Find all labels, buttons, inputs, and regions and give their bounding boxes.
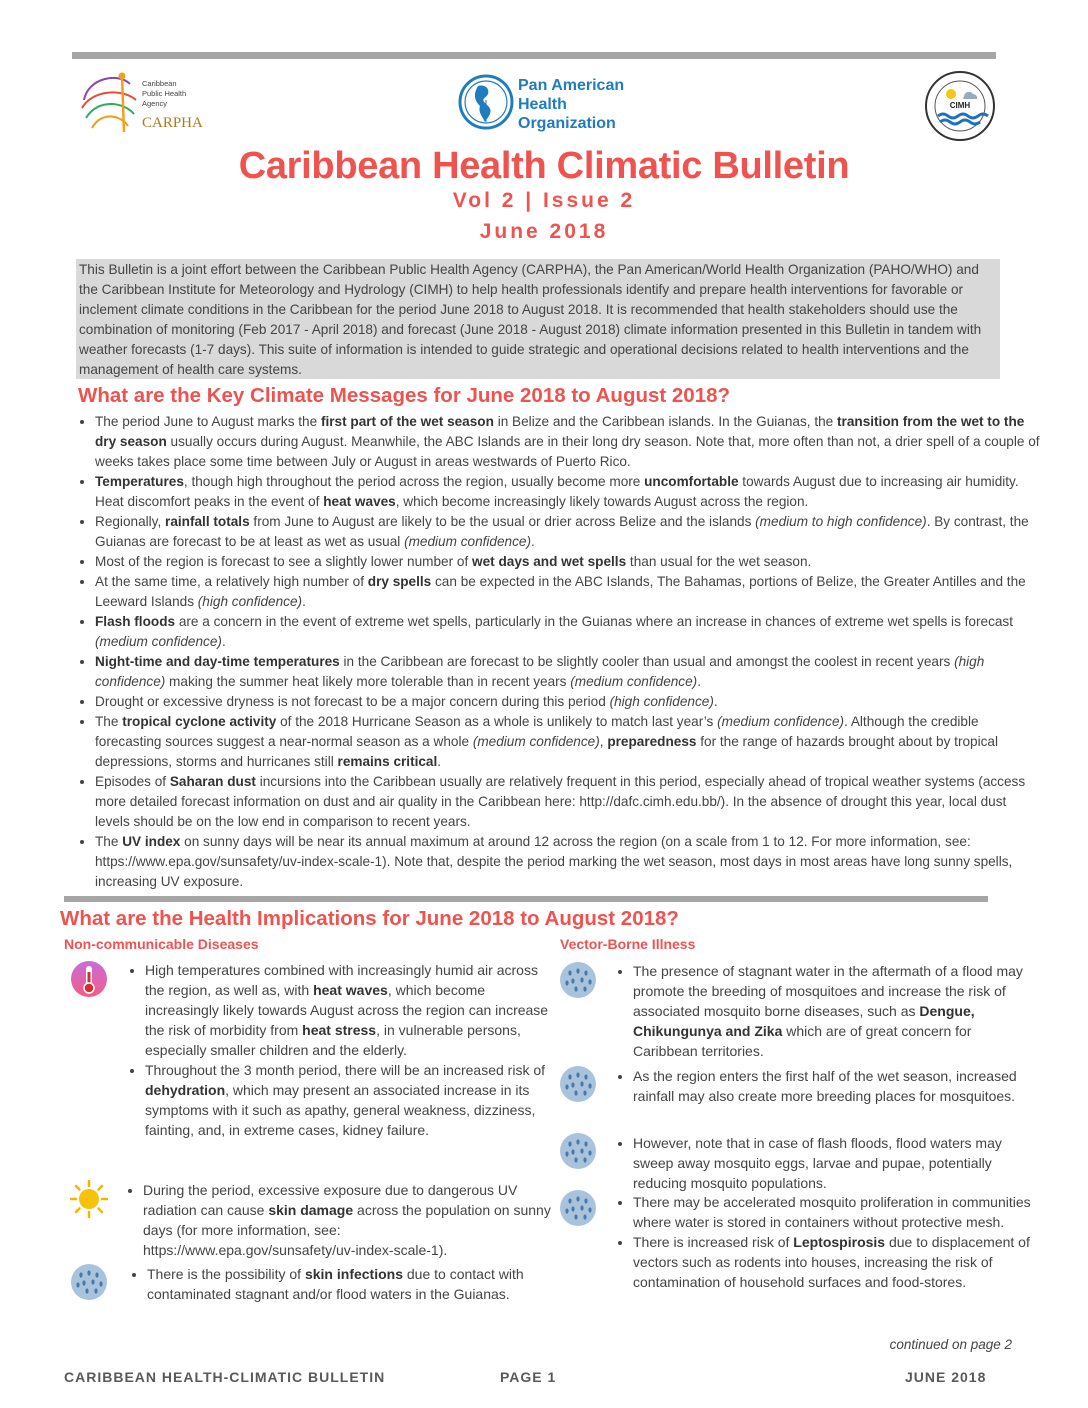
vbi-storage-list bbox=[613, 1192, 1038, 1292]
bold-text: uncomfortable bbox=[644, 474, 739, 489]
bold-text: dehydration bbox=[145, 1082, 226, 1098]
bold-text: rainfall totals bbox=[165, 514, 250, 529]
bold-text: dry spells bbox=[367, 574, 432, 589]
footer-date: JUNE 2018 bbox=[905, 1369, 987, 1385]
list-item bbox=[633, 1133, 1038, 1193]
text-run: incursions into the Caribbean usually are relatively frequent in this period, especially ahead of tropical weather systems (access more detailed forecast information on dust and air quality in the Caribbean here: http://dafc.cimh.edu.bb/). In the absence of drought this year, local dust levels should be on the low end in comparison to recent years. bbox=[95, 774, 1026, 829]
top-divider bbox=[72, 52, 996, 59]
list-item bbox=[95, 612, 1040, 652]
footer-page-number: PAGE 1 bbox=[500, 1369, 557, 1385]
bold-text: remains critical bbox=[337, 754, 438, 769]
bold-text: transition from the wet to the dry season bbox=[95, 414, 1025, 449]
list-item bbox=[145, 960, 555, 1060]
text-run: Most of the region is forecast to see a slightly lower number of bbox=[95, 554, 473, 569]
italic-text: (medium confidence) bbox=[95, 634, 222, 649]
text-run: The bbox=[95, 714, 123, 729]
text-run: than usual for the wet season. bbox=[626, 554, 812, 569]
italic-text: (high confidence) bbox=[197, 594, 303, 609]
text-run: . Although the credible forecasting sources suggest a near-normal season as a whole bbox=[95, 714, 979, 749]
cimh-logo bbox=[924, 70, 996, 142]
vbi-rainfall-list bbox=[613, 1066, 1038, 1106]
text-run: , which may present an associated increase in its symptoms with it such as apathy, general weakness, dizziness, fainting, and, in extreme cases, kidney failure. bbox=[145, 1082, 536, 1138]
bulletin-title: Caribbean Health Climatic Bulletin bbox=[238, 145, 850, 187]
paho-name: Pan American Health Organization bbox=[518, 77, 625, 132]
bold-text: Flash floods bbox=[95, 614, 176, 629]
text-run: As the region enters the first half of the wet season, increased rainfall may also create more breeding places for mosquitoes. bbox=[633, 1068, 1017, 1104]
bold-text: UV index bbox=[122, 834, 181, 849]
list-item bbox=[147, 1264, 547, 1304]
list-item bbox=[95, 572, 1040, 612]
rain-cloud-icon bbox=[559, 961, 597, 999]
ncd-heat-list bbox=[125, 960, 555, 1140]
key-messages-list bbox=[76, 412, 1040, 892]
text-run: on sunny days will be near its annual maximum at around 12 across the region (on a scale from 1 to 12. For more information, see: https://www.epa.gov/sunsafety/uv-index-scale-1). Note that, despite the period marking the wet season, most days in most areas have long sunny spells, increasing UV exposure. bbox=[95, 834, 1013, 889]
health-implications-heading: What are the Health Implications for June 2018 to August 2018? bbox=[60, 907, 679, 930]
list-item bbox=[143, 1180, 553, 1260]
text-run: The presence of stagnant water in the aftermath of a flood may promote the breeding of mosquitoes and increase the risk of associated mosquito borne diseases, such as bbox=[633, 963, 1023, 1019]
rain-cloud-icon bbox=[559, 1189, 597, 1227]
list-item bbox=[633, 1066, 1038, 1106]
list-item bbox=[95, 692, 1040, 712]
text-run: High temperatures combined with increasingly humid air across the region, as well as, with bbox=[145, 962, 538, 998]
bold-text: Dengue, Chikungunya and Zika bbox=[633, 1003, 975, 1039]
carpha-emblem-icon bbox=[78, 70, 140, 136]
text-run: The bbox=[95, 834, 123, 849]
text-run: Throughout the 3 month period, there will be an increased risk of bbox=[145, 1062, 546, 1078]
text-run: in the Caribbean are forecast to be slightly cooler than usual and amongst the coolest in recent years bbox=[339, 654, 955, 669]
ncd-uv-list bbox=[123, 1180, 553, 1260]
text-run: . bbox=[531, 534, 535, 549]
list-item bbox=[633, 1192, 1038, 1232]
text-run: are a concern in the event of extreme wet spells, particularly in the Guianas where an increase in chances of extreme wet spells is forecast bbox=[175, 614, 1014, 629]
bold-text: Night-time and day-time temperatures bbox=[95, 654, 340, 669]
bold-text: wet days and wet spells bbox=[472, 554, 627, 569]
italic-text: (medium confidence) bbox=[404, 534, 531, 549]
footer-bulletin-name: CARIBBEAN HEALTH-CLIMATIC BULLETIN bbox=[64, 1369, 386, 1385]
text-run: Drought or excessive dryness is not forecast to be a major concern during this period bbox=[95, 694, 610, 709]
text-run: At the same time, a relatively high number of bbox=[95, 574, 368, 589]
continued-note: continued on page 2 bbox=[889, 1337, 1012, 1352]
text-run: usually occurs during August. Meanwhile, the ABC Islands are in their long dry season. Note that, more often than not, a drier spell of a couple of weeks takes place some time between July or August in areas westwards of Puerto Rico. bbox=[95, 434, 1040, 469]
bold-text: Leptospirosis bbox=[793, 1234, 886, 1250]
text-run: , though high throughout the period across the region, usually become more bbox=[183, 474, 645, 489]
globe-icon bbox=[458, 74, 514, 130]
text-run: making the summer heat likely more tolerable than in recent years bbox=[165, 674, 571, 689]
text-run: , which become increasingly likely towards August across the region. bbox=[395, 494, 809, 509]
text-run: During the period, excessive exposure due to dangerous UV radiation can cause bbox=[143, 1182, 518, 1218]
text-run: . By contrast, the Guianas are forecast to be at least as wet as usual bbox=[95, 514, 1029, 549]
text-run: . bbox=[697, 674, 701, 689]
list-item bbox=[95, 472, 1040, 512]
list-item bbox=[95, 652, 1040, 692]
carpha-agency-name: Caribbean Public Health Agency bbox=[142, 79, 187, 108]
text-run: . bbox=[302, 594, 306, 609]
italic-text: (medium confidence) bbox=[717, 714, 845, 729]
bold-text: skin damage bbox=[268, 1202, 354, 1218]
text-run: Episodes of bbox=[95, 774, 170, 789]
ncd-skin-list bbox=[127, 1264, 547, 1304]
italic-text: (medium to high confidence) bbox=[755, 514, 927, 529]
text-run: due to displacement of vectors such as rodents into houses, increasing the risk of contamination of household surfaces and food-stores. bbox=[633, 1234, 1030, 1290]
text-run: . bbox=[713, 694, 718, 709]
text-run: due to contact with contaminated stagnant and/or flood waters in the Guianas. bbox=[147, 1266, 524, 1302]
vbi-flash-flood-list bbox=[613, 1133, 1038, 1193]
text-run: , bbox=[599, 734, 608, 749]
list-item bbox=[95, 712, 1040, 772]
text-run: There is the possibility of bbox=[147, 1266, 305, 1282]
vbi-subheading: Vector-Borne Illness bbox=[560, 936, 696, 952]
text-run: There may be accelerated mosquito proliferation in communities where water is stored in containers without protective mesh. bbox=[633, 1194, 1031, 1230]
sun-icon bbox=[70, 1180, 108, 1218]
text-run: from June to August are likely to be the usual or drier across Belize and the islands bbox=[249, 514, 756, 529]
italic-text: (medium confidence) bbox=[472, 734, 600, 749]
volume-issue: Vol 2 | Issue 2 bbox=[452, 189, 636, 212]
section-divider bbox=[64, 896, 988, 902]
issue-date: June 2018 bbox=[479, 220, 609, 243]
text-run: , in vulnerable persons, especially smaller children and the elderly. bbox=[145, 1022, 521, 1058]
bold-text: heat stress bbox=[302, 1022, 377, 1038]
intro-paragraph: This Bulletin is a joint effort between the Caribbean Public Health Agency (CARPHA), the Pan American/World Health Organization (PAHO/WHO) and the Caribbean Institute for Meteorology and Hydrology (CIMH) to help health professionals identify and prepare health interventions for favorable or inclement climate conditions in the Caribbean for the period June 2018 to August 2018. It is recommended that health stakeholders should use the combination of monitoring (Feb 2017 - April 2018) and forecast (June 2018 - August 2018) climate information presented in this Bulletin in tandem with weather forecasts (1-7 days). This suite of information is intended to guide strategic and operational decisions related to health interventions and the management of health care systems. bbox=[76, 259, 1000, 379]
text-run: There is increased risk of bbox=[633, 1234, 794, 1250]
italic-text: (high confidence) bbox=[95, 654, 985, 689]
text-run: of the 2018 Hurricane Season as a whole is unlikely to match last year’s bbox=[276, 714, 718, 729]
rain-cloud-icon bbox=[559, 1065, 597, 1103]
list-item bbox=[633, 961, 1038, 1061]
list-item bbox=[95, 552, 1040, 572]
text-run: . bbox=[221, 634, 226, 649]
text-run: across the population on sunny days (for more information, see: https://www.epa.gov/sunsafety/uv-index-scale-1). bbox=[143, 1202, 551, 1258]
bold-text: heat waves bbox=[323, 494, 396, 509]
text-run: towards August due to increasing air humidity. Heat discomfort peaks in the event of bbox=[95, 474, 1019, 509]
list-item bbox=[95, 412, 1040, 472]
key-messages-heading: What are the Key Climate Messages for June 2018 to August 2018? bbox=[78, 384, 731, 407]
list-item bbox=[145, 1060, 555, 1140]
bold-text: Temperatures bbox=[95, 474, 184, 489]
carpha-logo bbox=[78, 70, 218, 136]
ncd-subheading: Non-communicable Diseases bbox=[64, 936, 259, 952]
text-run: The period June to August marks the bbox=[95, 414, 321, 429]
text-run: can be expected in the ABC Islands, The Bahamas, portions of Belize, the Greater Antilles and the Leeward Islands bbox=[95, 574, 1026, 609]
text-run: , which become increasingly likely towards August across the region can increase the risk of morbidity from bbox=[145, 982, 549, 1038]
list-item bbox=[633, 1232, 1038, 1292]
rain-cloud-icon bbox=[70, 1263, 108, 1301]
bold-text: preparedness bbox=[607, 734, 697, 749]
carpha-acronym: CARPHA bbox=[142, 115, 203, 131]
rain-cloud-icon bbox=[559, 1132, 597, 1170]
list-item bbox=[95, 512, 1040, 552]
italic-text: (medium confidence) bbox=[570, 674, 698, 689]
text-run: However, note that in case of flash floods, flood waters may sweep away mosquito eggs, larvae and pupae, potentially reducing mosquito populations. bbox=[633, 1135, 1002, 1191]
italic-text: (high confidence) bbox=[609, 694, 714, 709]
text-run: in Belize and the Caribbean islands. In the Guianas, the bbox=[493, 414, 838, 429]
list-item bbox=[95, 832, 1040, 892]
cimh-seal-icon bbox=[924, 70, 996, 142]
bold-text: first part of the wet season bbox=[320, 414, 494, 429]
list-item bbox=[95, 772, 1040, 832]
paho-logo bbox=[458, 74, 638, 134]
thermometer-icon bbox=[70, 960, 108, 998]
bold-text: Saharan dust bbox=[169, 774, 256, 789]
bold-text: heat waves bbox=[313, 982, 388, 998]
bold-text: tropical cyclone activity bbox=[122, 714, 277, 729]
text-run: which are of great concern for Caribbean territories. bbox=[633, 1023, 972, 1059]
bold-text: skin infections bbox=[304, 1266, 403, 1282]
vbi-stagnant-list bbox=[613, 961, 1038, 1061]
cimh-acronym: CIMH bbox=[949, 101, 971, 110]
text-run: . bbox=[437, 754, 442, 769]
text-run: Regionally, bbox=[95, 514, 166, 529]
text-run: for the range of hazards brought about by tropical depressions, storms and hurricanes still bbox=[95, 734, 998, 769]
